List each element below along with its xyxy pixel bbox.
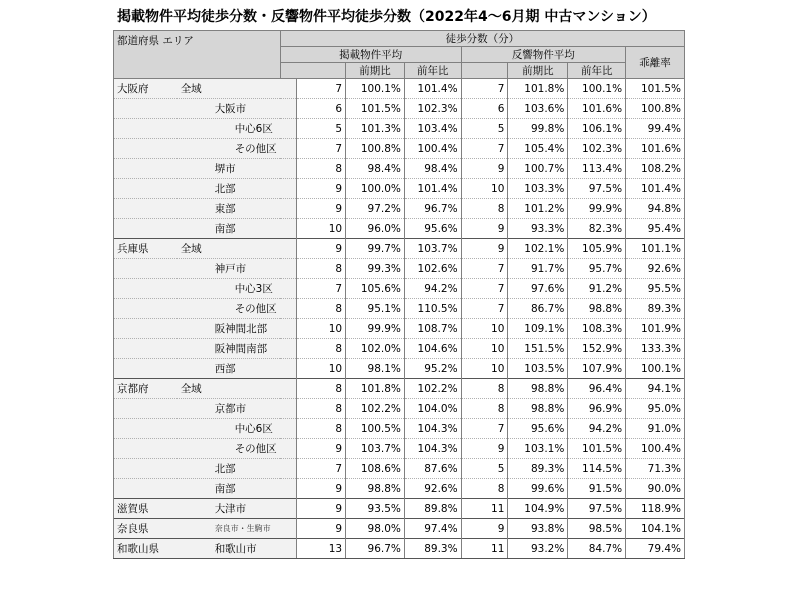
table-row [114, 379, 685, 399]
response-minutes-cell: 8 [461, 199, 508, 219]
response-qoq-cell: 91.7% [508, 259, 568, 279]
header-response-yoy: 前年比 [568, 63, 626, 79]
table-row [114, 279, 685, 299]
response-minutes-cell: 9 [461, 219, 508, 239]
pref-cell [114, 439, 177, 459]
listed-qoq-cell: 100.0% [346, 179, 405, 199]
divergence-cell: 118.9% [626, 499, 685, 519]
table-row [114, 539, 685, 559]
response-qoq-cell: 103.5% [508, 359, 568, 379]
table-row [114, 439, 685, 459]
table-row [114, 339, 685, 359]
listed-yoy-cell: 95.2% [404, 359, 461, 379]
listed-qoq-cell: 100.8% [346, 139, 405, 159]
area-cell: 大津市 [177, 499, 297, 519]
listed-yoy-cell: 108.7% [404, 319, 461, 339]
table-row [114, 199, 685, 219]
listed-qoq-cell: 100.5% [346, 419, 405, 439]
area-cell: 奈良市・生駒市 [177, 519, 297, 539]
response-yoy-cell: 114.5% [568, 459, 626, 479]
listed-minutes-cell: 8 [297, 159, 346, 179]
response-minutes-cell: 5 [461, 119, 508, 139]
response-minutes-cell: 9 [461, 519, 508, 539]
divergence-cell: 101.1% [626, 239, 685, 259]
listed-minutes-cell: 8 [297, 379, 346, 399]
response-yoy-cell: 107.9% [568, 359, 626, 379]
listed-minutes-cell: 6 [297, 99, 346, 119]
listed-minutes-cell: 7 [297, 79, 346, 99]
listed-yoy-cell: 102.6% [404, 259, 461, 279]
pref-cell [114, 339, 177, 359]
response-qoq-cell: 97.6% [508, 279, 568, 299]
header-walk-minutes: 徒歩分数（分） [280, 31, 684, 47]
listed-minutes-cell: 9 [297, 199, 346, 219]
response-yoy-cell: 97.5% [568, 179, 626, 199]
table-body [114, 79, 685, 559]
table-row [114, 79, 685, 99]
pref-cell [114, 159, 177, 179]
area-cell: 全域 [177, 79, 297, 99]
divergence-cell: 104.1% [626, 519, 685, 539]
page-title: 掲載物件平均徒歩分数・反響物件平均徒歩分数（2022年4～6月期 中古マンション） [117, 9, 656, 25]
response-qoq-cell: 103.1% [508, 439, 568, 459]
listed-qoq-cell: 96.7% [346, 539, 405, 559]
table-row [114, 219, 685, 239]
response-yoy-cell: 98.8% [568, 299, 626, 319]
listed-qoq-cell: 98.8% [346, 479, 405, 499]
pref-cell [114, 399, 177, 419]
response-qoq-cell: 103.3% [508, 179, 568, 199]
divergence-cell: 95.4% [626, 219, 685, 239]
area-cell: その他区 [177, 139, 297, 159]
listed-yoy-cell: 102.3% [404, 99, 461, 119]
area-cell: 阪神間南部 [177, 339, 297, 359]
pref-cell: 滋賀県 [114, 499, 177, 519]
table-row [114, 159, 685, 179]
divergence-cell: 133.3% [626, 339, 685, 359]
listed-minutes-cell: 10 [297, 359, 346, 379]
listed-yoy-cell: 101.4% [404, 79, 461, 99]
area-cell: 京都市 [177, 399, 297, 419]
table-row [114, 399, 685, 419]
listed-yoy-cell: 110.5% [404, 299, 461, 319]
response-qoq-cell: 95.6% [508, 419, 568, 439]
pref-cell [114, 259, 177, 279]
listed-minutes-cell: 8 [297, 419, 346, 439]
response-yoy-cell: 152.9% [568, 339, 626, 359]
area-cell: 中心3区 [177, 279, 297, 299]
pref-cell [114, 359, 177, 379]
listed-minutes-cell: 9 [297, 519, 346, 539]
response-qoq-cell: 99.8% [508, 119, 568, 139]
divergence-cell: 89.3% [626, 299, 685, 319]
divergence-cell: 79.4% [626, 539, 685, 559]
table-row [114, 319, 685, 339]
walk-minutes-table [113, 30, 685, 559]
table-row [114, 519, 685, 539]
response-minutes-cell: 6 [461, 99, 508, 119]
pref-cell [114, 419, 177, 439]
table-row [114, 139, 685, 159]
listed-qoq-cell: 97.2% [346, 199, 405, 219]
area-cell: 東部 [177, 199, 297, 219]
area-cell: 北部 [177, 459, 297, 479]
table-row [114, 479, 685, 499]
table-row [114, 119, 685, 139]
listed-qoq-cell: 99.7% [346, 239, 405, 259]
header-listed-qoq: 前期比 [346, 63, 405, 79]
listed-minutes-cell: 8 [297, 339, 346, 359]
response-yoy-cell: 106.1% [568, 119, 626, 139]
listed-minutes-cell: 8 [297, 259, 346, 279]
listed-qoq-cell: 101.3% [346, 119, 405, 139]
listed-qoq-cell: 99.9% [346, 319, 405, 339]
response-qoq-cell: 89.3% [508, 459, 568, 479]
response-minutes-cell: 9 [461, 159, 508, 179]
listed-yoy-cell: 94.2% [404, 279, 461, 299]
response-qoq-cell: 98.8% [508, 379, 568, 399]
divergence-cell: 91.0% [626, 419, 685, 439]
listed-minutes-cell: 7 [297, 139, 346, 159]
listed-qoq-cell: 101.5% [346, 99, 405, 119]
listed-yoy-cell: 89.3% [404, 539, 461, 559]
listed-yoy-cell: 92.6% [404, 479, 461, 499]
listed-qoq-cell: 98.4% [346, 159, 405, 179]
listed-qoq-cell: 103.7% [346, 439, 405, 459]
response-qoq-cell: 151.5% [508, 339, 568, 359]
area-cell: その他区 [177, 299, 297, 319]
response-yoy-cell: 99.9% [568, 199, 626, 219]
response-qoq-cell: 104.9% [508, 499, 568, 519]
response-minutes-cell: 7 [461, 79, 508, 99]
divergence-cell: 100.4% [626, 439, 685, 459]
listed-yoy-cell: 103.4% [404, 119, 461, 139]
response-minutes-cell: 8 [461, 479, 508, 499]
pref-cell: 奈良県 [114, 519, 177, 539]
listed-yoy-cell: 87.6% [404, 459, 461, 479]
listed-qoq-cell: 98.1% [346, 359, 405, 379]
listed-minutes-cell: 9 [297, 439, 346, 459]
listed-yoy-cell: 104.0% [404, 399, 461, 419]
pref-cell: 兵庫県 [114, 239, 177, 259]
listed-minutes-cell: 8 [297, 299, 346, 319]
listed-qoq-cell: 93.5% [346, 499, 405, 519]
area-cell: 西部 [177, 359, 297, 379]
response-qoq-cell: 103.6% [508, 99, 568, 119]
response-qoq-cell: 109.1% [508, 319, 568, 339]
listed-minutes-cell: 7 [297, 459, 346, 479]
response-minutes-cell: 9 [461, 439, 508, 459]
header-response-blank [461, 63, 508, 79]
listed-yoy-cell: 96.7% [404, 199, 461, 219]
response-qoq-cell: 101.2% [508, 199, 568, 219]
table-row [114, 99, 685, 119]
response-yoy-cell: 101.5% [568, 439, 626, 459]
listed-yoy-cell: 102.2% [404, 379, 461, 399]
pref-cell: 京都府 [114, 379, 177, 399]
response-yoy-cell: 108.3% [568, 319, 626, 339]
listed-minutes-cell: 13 [297, 539, 346, 559]
listed-qoq-cell: 100.1% [346, 79, 405, 99]
divergence-cell: 90.0% [626, 479, 685, 499]
listed-yoy-cell: 101.4% [404, 179, 461, 199]
pref-cell [114, 279, 177, 299]
response-yoy-cell: 84.7% [568, 539, 626, 559]
response-yoy-cell: 97.5% [568, 499, 626, 519]
divergence-cell: 101.4% [626, 179, 685, 199]
divergence-cell: 94.1% [626, 379, 685, 399]
response-minutes-cell: 8 [461, 399, 508, 419]
divergence-cell: 101.9% [626, 319, 685, 339]
header-pref-area: 都道府県 エリア [114, 31, 281, 79]
response-yoy-cell: 82.3% [568, 219, 626, 239]
response-yoy-cell: 105.9% [568, 239, 626, 259]
header-listed-blank [280, 63, 345, 79]
listed-yoy-cell: 89.8% [404, 499, 461, 519]
response-minutes-cell: 7 [461, 139, 508, 159]
listed-yoy-cell: 100.4% [404, 139, 461, 159]
response-qoq-cell: 86.7% [508, 299, 568, 319]
listed-minutes-cell: 5 [297, 119, 346, 139]
divergence-cell: 100.8% [626, 99, 685, 119]
area-cell: 阪神間北部 [177, 319, 297, 339]
table-row [114, 179, 685, 199]
divergence-cell: 95.0% [626, 399, 685, 419]
listed-qoq-cell: 96.0% [346, 219, 405, 239]
response-yoy-cell: 102.3% [568, 139, 626, 159]
divergence-cell: 100.1% [626, 359, 685, 379]
response-yoy-cell: 91.2% [568, 279, 626, 299]
area-cell: 堺市 [177, 159, 297, 179]
listed-yoy-cell: 103.7% [404, 239, 461, 259]
response-yoy-cell: 113.4% [568, 159, 626, 179]
pref-cell [114, 219, 177, 239]
response-qoq-cell: 101.8% [508, 79, 568, 99]
area-cell: 大阪市 [177, 99, 297, 119]
divergence-cell: 95.5% [626, 279, 685, 299]
area-cell: 全域 [177, 379, 297, 399]
listed-qoq-cell: 98.0% [346, 519, 405, 539]
area-cell: 中心6区 [177, 119, 297, 139]
divergence-cell: 101.5% [626, 79, 685, 99]
listed-minutes-cell: 9 [297, 499, 346, 519]
response-qoq-cell: 100.7% [508, 159, 568, 179]
divergence-cell: 99.4% [626, 119, 685, 139]
pref-cell [114, 299, 177, 319]
header-divergence: 乖離率 [626, 47, 685, 79]
table-row [114, 299, 685, 319]
response-minutes-cell: 7 [461, 299, 508, 319]
table-row [114, 419, 685, 439]
listed-qoq-cell: 102.0% [346, 339, 405, 359]
response-minutes-cell: 11 [461, 499, 508, 519]
response-qoq-cell: 99.6% [508, 479, 568, 499]
response-yoy-cell: 91.5% [568, 479, 626, 499]
response-minutes-cell: 10 [461, 319, 508, 339]
response-minutes-cell: 10 [461, 339, 508, 359]
response-yoy-cell: 96.9% [568, 399, 626, 419]
listed-yoy-cell: 104.6% [404, 339, 461, 359]
pref-cell [114, 479, 177, 499]
listed-qoq-cell: 95.1% [346, 299, 405, 319]
divergence-cell: 101.6% [626, 139, 685, 159]
response-qoq-cell: 93.3% [508, 219, 568, 239]
response-qoq-cell: 105.4% [508, 139, 568, 159]
response-minutes-cell: 10 [461, 359, 508, 379]
listed-minutes-cell: 10 [297, 319, 346, 339]
table-row [114, 459, 685, 479]
listed-yoy-cell: 97.4% [404, 519, 461, 539]
area-cell: 南部 [177, 219, 297, 239]
area-cell: 北部 [177, 179, 297, 199]
divergence-cell: 108.2% [626, 159, 685, 179]
listed-qoq-cell: 102.2% [346, 399, 405, 419]
listed-minutes-cell: 7 [297, 279, 346, 299]
listed-qoq-cell: 108.6% [346, 459, 405, 479]
listed-minutes-cell: 8 [297, 399, 346, 419]
listed-minutes-cell: 9 [297, 239, 346, 259]
listed-minutes-cell: 9 [297, 179, 346, 199]
response-minutes-cell: 7 [461, 279, 508, 299]
response-yoy-cell: 101.6% [568, 99, 626, 119]
area-cell: 南部 [177, 479, 297, 499]
listed-yoy-cell: 95.6% [404, 219, 461, 239]
response-minutes-cell: 10 [461, 179, 508, 199]
header-response-avg: 反響物件平均 [461, 47, 626, 63]
pref-cell [114, 119, 177, 139]
listed-yoy-cell: 98.4% [404, 159, 461, 179]
listed-minutes-cell: 9 [297, 479, 346, 499]
response-yoy-cell: 98.5% [568, 519, 626, 539]
listed-qoq-cell: 99.3% [346, 259, 405, 279]
pref-cell [114, 319, 177, 339]
listed-yoy-cell: 104.3% [404, 439, 461, 459]
pref-cell [114, 139, 177, 159]
header-listed-yoy: 前年比 [404, 63, 461, 79]
pref-cell [114, 199, 177, 219]
area-cell: その他区 [177, 439, 297, 459]
response-qoq-cell: 93.8% [508, 519, 568, 539]
response-yoy-cell: 94.2% [568, 419, 626, 439]
response-minutes-cell: 7 [461, 259, 508, 279]
pref-cell: 和歌山県 [114, 539, 177, 559]
area-cell: 神戸市 [177, 259, 297, 279]
area-cell: 中心6区 [177, 419, 297, 439]
response-qoq-cell: 102.1% [508, 239, 568, 259]
table-row [114, 359, 685, 379]
area-cell: 和歌山市 [177, 539, 297, 559]
response-yoy-cell: 96.4% [568, 379, 626, 399]
response-yoy-cell: 100.1% [568, 79, 626, 99]
divergence-cell: 92.6% [626, 259, 685, 279]
pref-cell [114, 459, 177, 479]
table-row [114, 259, 685, 279]
header-listed-avg: 掲載物件平均 [280, 47, 461, 63]
table-row [114, 239, 685, 259]
response-qoq-cell: 93.2% [508, 539, 568, 559]
area-cell: 全域 [177, 239, 297, 259]
header-response-qoq: 前期比 [508, 63, 568, 79]
listed-yoy-cell: 104.3% [404, 419, 461, 439]
pref-cell [114, 99, 177, 119]
pref-cell: 大阪府 [114, 79, 177, 99]
divergence-cell: 71.3% [626, 459, 685, 479]
table-row [114, 499, 685, 519]
response-minutes-cell: 7 [461, 419, 508, 439]
response-yoy-cell: 95.7% [568, 259, 626, 279]
response-minutes-cell: 9 [461, 239, 508, 259]
response-qoq-cell: 98.8% [508, 399, 568, 419]
listed-qoq-cell: 101.8% [346, 379, 405, 399]
response-minutes-cell: 11 [461, 539, 508, 559]
pref-cell [114, 179, 177, 199]
listed-minutes-cell: 10 [297, 219, 346, 239]
response-minutes-cell: 8 [461, 379, 508, 399]
listed-qoq-cell: 105.6% [346, 279, 405, 299]
response-minutes-cell: 5 [461, 459, 508, 479]
divergence-cell: 94.8% [626, 199, 685, 219]
